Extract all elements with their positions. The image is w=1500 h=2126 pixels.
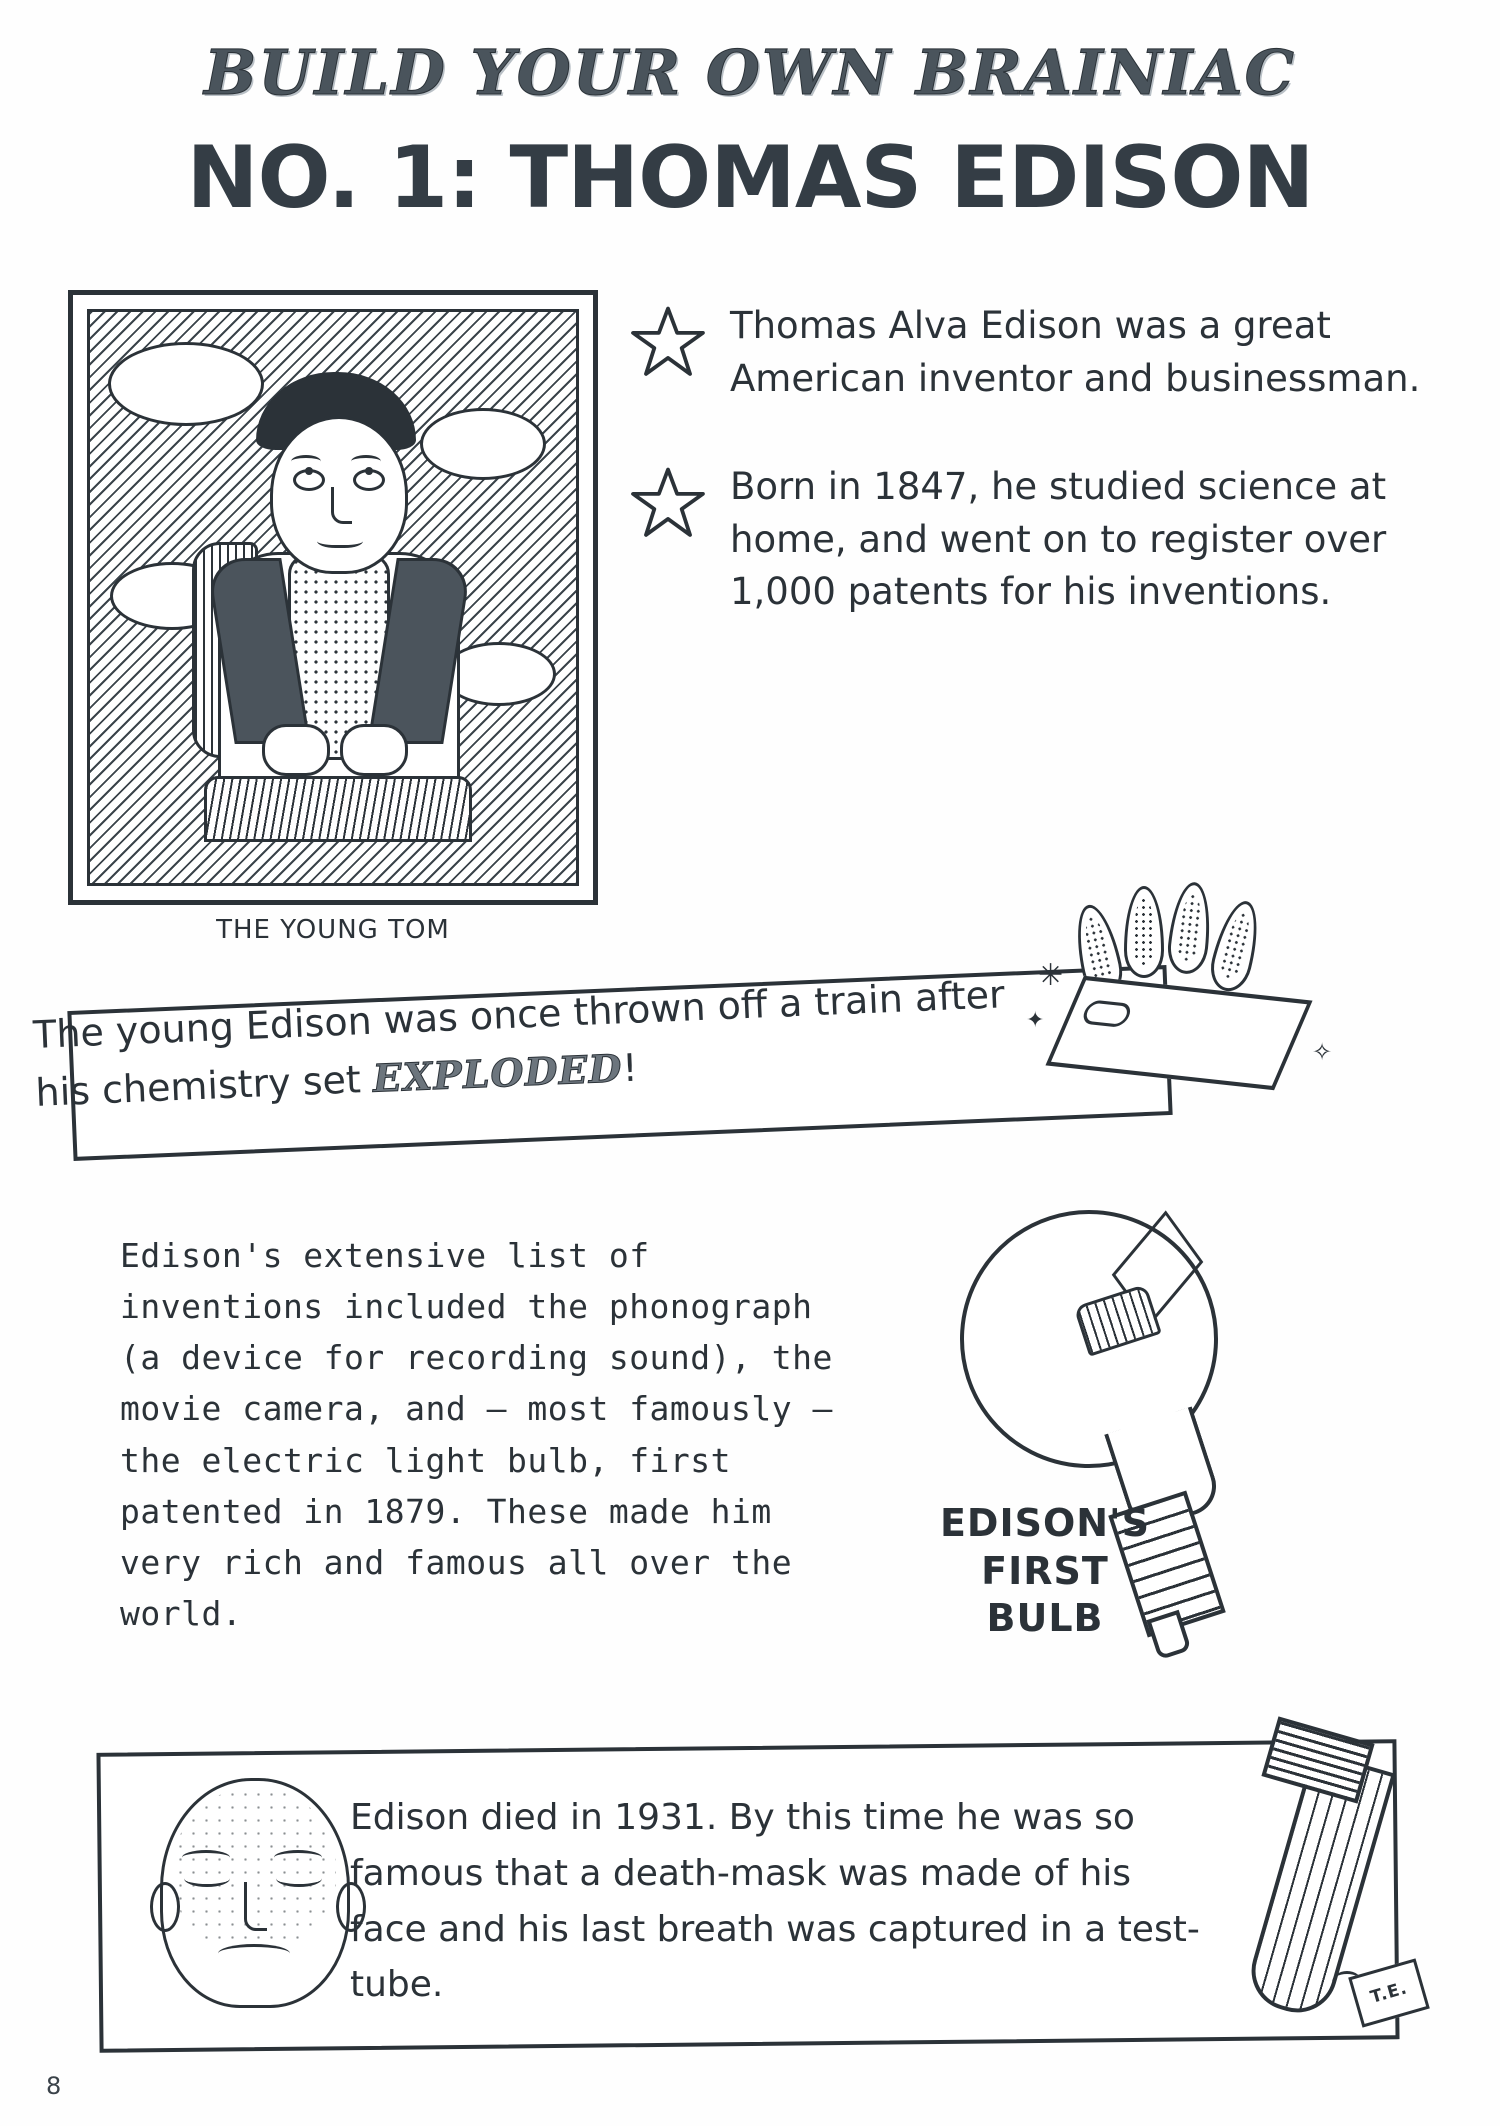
mouth-shape (317, 531, 363, 548)
flame-shape (1124, 886, 1164, 978)
flame-shape (1165, 880, 1214, 976)
eyebrow-left (291, 455, 321, 468)
mask-eye-left (184, 1870, 230, 1887)
spark-icon: ✦ (1026, 1008, 1045, 1033)
face-shape (270, 416, 408, 574)
bulb-caption (930, 1500, 1160, 1643)
exploding-chemistry-set-illustration (1020, 838, 1350, 1128)
bulb-caption-line1: EDISON'S (939, 1501, 1151, 1545)
tube-tag: T.E. (1348, 1958, 1430, 2027)
page-title: NO. 1: THOMAS EDISON (186, 128, 1314, 228)
bulb-caption-line2: FIRST (981, 1548, 1109, 1593)
fact-text: Thomas Alva Edison was a great American inventor and businessman. (730, 304, 1421, 400)
eyebrow-right (351, 455, 381, 468)
pupil-left (305, 467, 313, 475)
test-tube-illustration (1250, 1735, 1450, 2055)
list-item (630, 300, 1430, 405)
page-kicker: BUILD YOUR OWN BRAINIAC (204, 36, 1296, 109)
portrait-illustration (87, 309, 579, 886)
page-number: 8 (46, 2072, 62, 2100)
fact-text: Born in 1847, he studied science at home, and went on to register over 1,000 patents for his inventions. (730, 465, 1387, 614)
inventions-paragraph: Edison's extensive list of inventions included the phonograph (a device for recording sound), the movie camera, and — most famously — the electric light bulb, first patented in 1879. These made him very rich and famous all over the world. (120, 1236, 833, 1633)
anecdote-text-before: The young Edison was once thrown off a train after his chemistry set (32, 972, 1006, 1115)
exploded-word: EXPLODED (371, 1045, 624, 1101)
flame-shape (1205, 897, 1266, 996)
mask-ear-left (150, 1882, 180, 1932)
legs-shape (204, 776, 472, 842)
anecdote-text-after: ! (621, 1045, 639, 1091)
hand-left (262, 724, 330, 776)
mask-nose (244, 1882, 267, 1931)
pupil-right (365, 467, 373, 475)
spark-icon: ✧ (1312, 1038, 1333, 1066)
mask-eye-right (276, 1870, 322, 1887)
mask-brow-left (182, 1850, 230, 1865)
death-anecdote-text: Edison died in 1931. By this time he was so famous that a death-mask was made of his face and his last breath was captured in a test-tube. (350, 1797, 1200, 2006)
nose-shape (331, 487, 352, 524)
portrait-block (68, 290, 598, 945)
death-mask-illustration (160, 1778, 350, 2008)
chemistry-box-shape (1045, 976, 1312, 1090)
edison-figure (200, 372, 470, 832)
portrait-caption: THE YOUNG TOM (216, 915, 450, 945)
fact-list (630, 300, 1430, 675)
portrait-frame (68, 290, 598, 905)
bulb-caption-line3: BULB (986, 1596, 1104, 1640)
mask-mouth (218, 1944, 290, 1963)
star-icon (630, 304, 706, 384)
star-icon (630, 465, 706, 545)
spark-icon: ✳ (1038, 958, 1064, 993)
bulb-filament (1073, 1284, 1161, 1357)
hand-right (340, 724, 408, 776)
mask-brow-right (274, 1850, 322, 1865)
list-item (630, 461, 1430, 619)
